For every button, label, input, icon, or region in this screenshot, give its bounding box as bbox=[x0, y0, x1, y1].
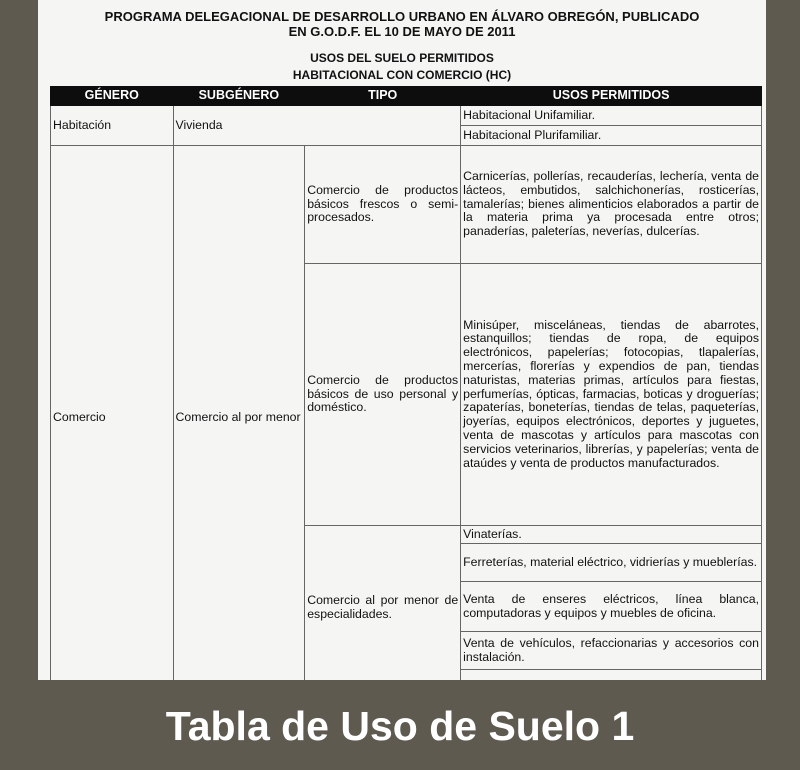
image-caption: Tabla de Uso de Suelo 1 bbox=[165, 703, 635, 749]
header-usos-permitidos: USOS PERMITIDOS bbox=[461, 87, 762, 106]
cell-genero-comercio: Comercio bbox=[51, 146, 174, 681]
cell-uso: Habitacional Plurifamiliar. bbox=[461, 126, 762, 146]
cell-uso: Ferreterías, material eléctrico, vidrierías y mueblerías. bbox=[461, 544, 762, 582]
cell-genero-habitacion: Habitación bbox=[51, 106, 174, 146]
table-header-row bbox=[51, 87, 762, 106]
header-tipo: TIPO bbox=[305, 87, 461, 106]
document-subtitle-line2: HABITACIONAL CON COMERCIO (HC) bbox=[292, 68, 512, 82]
cell-tipo: Comercio de productos básicos de uso personal y doméstico. bbox=[305, 264, 461, 526]
cell-uso: Vinaterías. bbox=[461, 526, 762, 544]
land-use-table bbox=[50, 86, 762, 680]
cell-uso: Venta de vehículos, refaccionarias y accesorios con instalación. bbox=[461, 632, 762, 670]
cell-subgenero-comercio-al-por-menor: Comercio al por menor bbox=[173, 146, 305, 681]
document-title-line1: PROGRAMA DELEGACIONAL DE DESARROLLO URBANO EN ÁLVARO OBREGÓN, PUBLICADO bbox=[104, 9, 700, 24]
cell-uso: Venta de enseres eléctricos, línea blanca, computadoras y equipos y muebles de oficina. bbox=[461, 582, 762, 632]
table-row bbox=[51, 146, 762, 264]
cell-uso-empty bbox=[461, 670, 762, 681]
cell-tipo: Comercio de productos básicos frescos o semi-procesados. bbox=[305, 146, 461, 264]
cell-subgenero-vivienda: Vivienda bbox=[173, 106, 461, 146]
document-title-line2: EN G.O.D.F. EL 10 DE MAYO DE 2011 bbox=[288, 24, 516, 39]
document-page bbox=[38, 0, 766, 680]
header-genero: GÉNERO bbox=[51, 87, 174, 106]
header-subgenero: SUBGÉNERO bbox=[173, 87, 305, 106]
table-row bbox=[51, 106, 762, 126]
cell-tipo: Comercio al por menor de especialidades. bbox=[305, 526, 461, 681]
cell-uso: Habitacional Unifamiliar. bbox=[461, 106, 762, 126]
cell-uso: Minisúper, misceláneas, tiendas de abarrotes, estanquillos; tiendas de ropa, de equipos electrónicos, papelerías; fotocopias, tlapalerías, mercerías, florerías y expendios de pan, tiendas naturistas, materias primas, artículos para fiestas, perfumerías, ópticas, farmacias, boticas y droguerías; zapaterías, boneterías, tiendas de telas, paqueterías, joyerías, equipos electrónicos, deportes y juguetes, venta de mascotas y artículos para mascotas con servicios veterinarios, librerías, y papelerías; venta de ataúdes y venta de productos manufacturados. bbox=[461, 264, 762, 526]
document-subtitle-line1: USOS DEL SUELO PERMITIDOS bbox=[310, 51, 494, 65]
cell-uso: Carnicerías, pollerías, recauderías, lechería, venta de lácteos, embutidos, salchichonerías, rosticerías, tamalerías; bienes alimenticios elaborados a partir de la materia prima ya procesada entre otros; panaderías, paleterías, neverías, dulcerías. bbox=[461, 146, 762, 264]
